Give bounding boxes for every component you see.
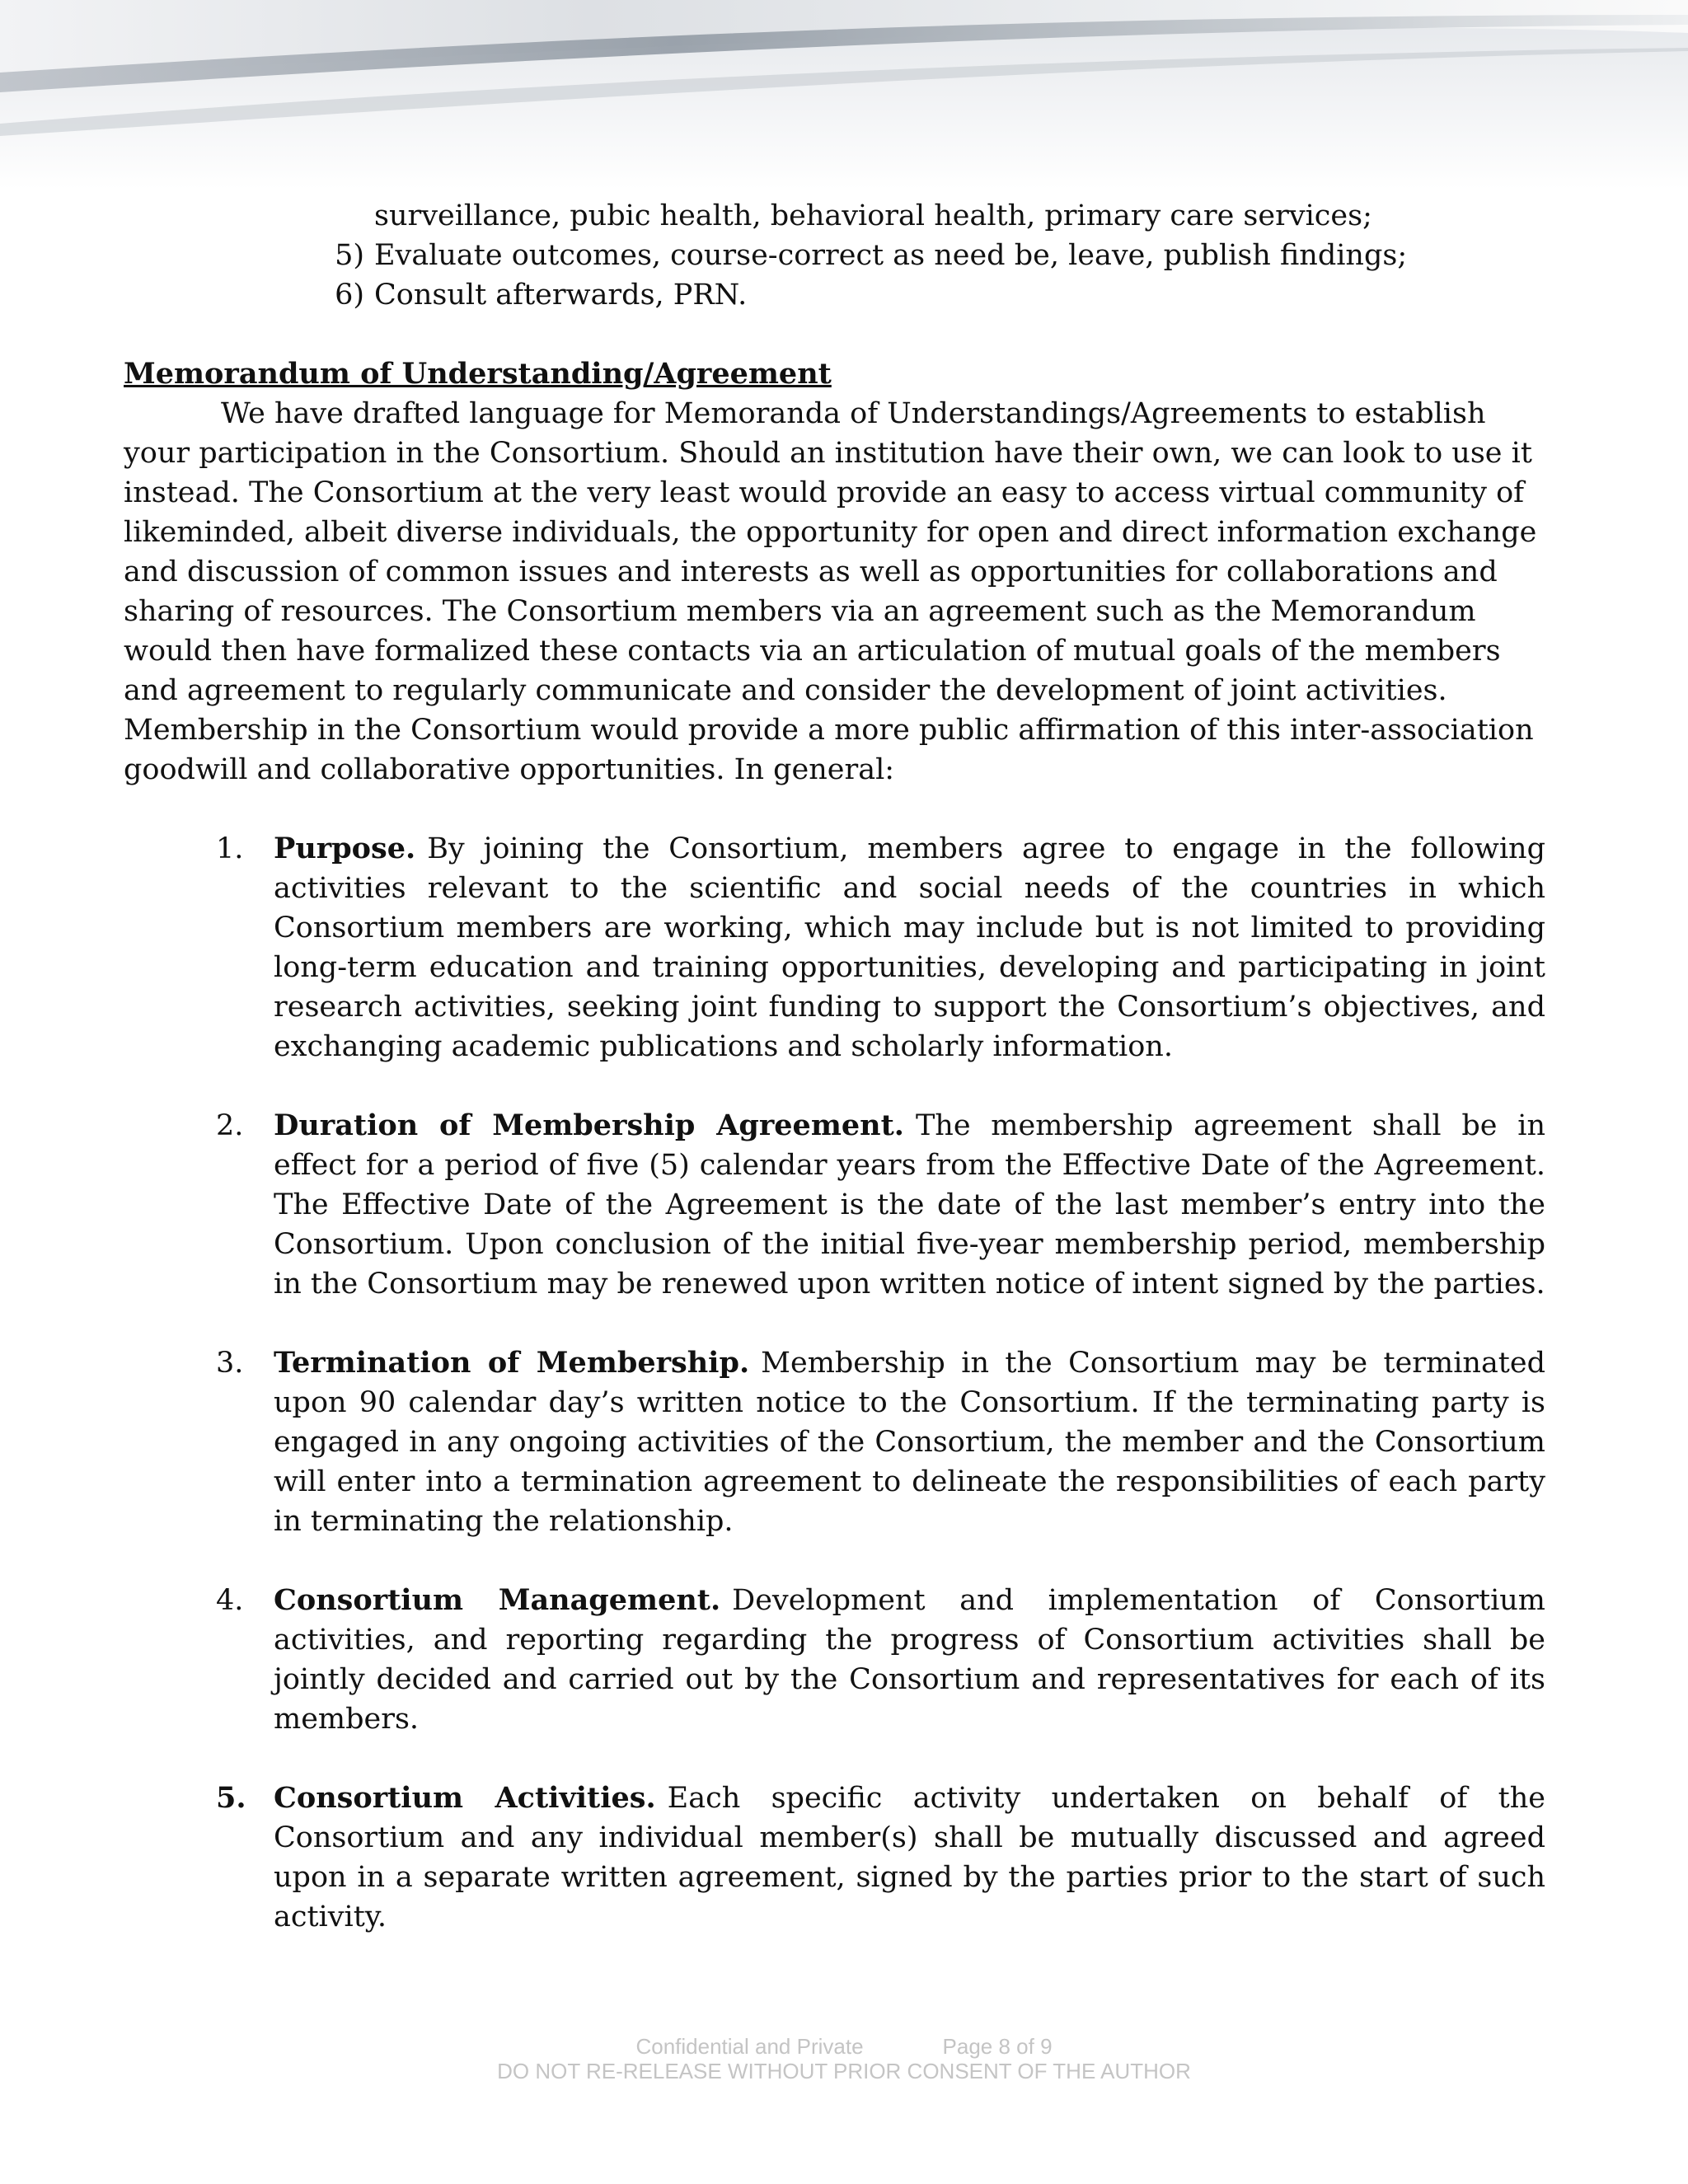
term-text: The membership agreement shall be in effect for a period of five (5) calendar years from the Effective Date of the Agreement. The Effective Date of the Agreement is the date of the last member’s entry into the Consortium. Upon conclusion of the initial five-year membership period, membership in the Consortium may be renewed upon written notice of intent signed by the parties. [274, 1109, 1545, 1301]
term-item-termination [216, 1343, 1545, 1541]
term-item-management [216, 1581, 1545, 1739]
term-number: 4. [216, 1584, 244, 1617]
footer-line [0, 2034, 1688, 2059]
footer-confidential: Confidential and Private [635, 2034, 864, 2059]
page-footer [0, 2034, 1688, 2083]
list-item [321, 275, 1545, 315]
term-item-duration [216, 1106, 1545, 1304]
term-body [274, 1581, 1545, 1739]
term-body [274, 1343, 1545, 1541]
term-title: Termination of Membership. [274, 1346, 750, 1380]
list-item [321, 236, 1545, 275]
term-title: Duration of Membership Agreement. [274, 1108, 904, 1142]
term-text: Membership in the Consortium may be terminated upon 90 calendar day’s written notice to the Consortium. If the terminating party is engaged in any ongoing activities of the Consortium, the member and the Consortium will enter into a termination agreement to delineate the responsibilities of each party in terminating the relationship. [274, 1347, 1545, 1538]
term-number: 1. [216, 832, 244, 865]
term-title: Purpose. [274, 832, 416, 865]
term-text: Each specific activity undertaken on behalf of the Consortium and any individual member(s) shall be mutually discussed and agreed upon in a separate written agreement, signed by the parties prior to the start of such activity. [274, 1782, 1545, 1933]
term-item-purpose [216, 829, 1545, 1066]
continuation-line: surveillance, pubic health, behavioral health, primary care services; [374, 199, 1372, 232]
list-item-text: Evaluate outcomes, course-correct as need be, leave, publish findings; [374, 239, 1408, 272]
list-item-number: 5) [335, 239, 364, 272]
term-text: Development and implementation of Consortium activities, and reporting regarding the progress of Consortium activities shall be jointly decided and carried out by the Consortium and representatives for each of its members. [274, 1584, 1545, 1736]
header-swoosh-graphic [0, 0, 1688, 190]
list-item-text: Consult afterwards, PRN. [374, 279, 748, 312]
term-body [274, 1106, 1545, 1304]
term-title: Consortium Management. [274, 1583, 721, 1617]
term-number: 2. [216, 1109, 244, 1142]
terms-list [124, 829, 1545, 1937]
footer-notice: DO NOT RE-RELEASE WITHOUT PRIOR CONSENT OF THE AUTHOR [497, 2059, 1191, 2083]
term-body [274, 1779, 1545, 1937]
term-title: Consortium Activities. [274, 1781, 656, 1815]
section-heading: Memorandum of Understanding/Agreement [124, 357, 832, 391]
continuation-list [321, 196, 1545, 315]
list-item-number: 6) [335, 279, 364, 312]
intro-paragraph: We have drafted language for Memoranda of Understandings/Agreements to establish your participation in the Consortium. Should an institution have their own, we can look to use it instead. The Consortium at the very least would provide an easy to access virtual community of likeminded, albeit diverse individuals, the opportunity for open and direct information exchange and discussion of common issues and interests as well as opportunities for collaborations and sharing of resources. The Consortium members via an agreement such as the Memorandum would then have formalized these contacts via an articulation of mutual goals of the members and agreement to regularly communicate and consider the development of joint activities. Membership in the Consortium would provide a more public affirmation of this inter-association goodwill and collaborative opportunities. In general: [124, 397, 1537, 786]
term-number: 5. [216, 1781, 246, 1815]
footer-page-number: Page 8 of 9 [942, 2034, 1053, 2059]
term-item-activities [216, 1779, 1545, 1937]
term-number: 3. [216, 1347, 244, 1380]
term-body [274, 829, 1545, 1066]
page-body [124, 196, 1545, 1976]
term-text: By joining the Consortium, members agree to engage in the following activities relevant to the scientific and social needs of the countries in which Consortium members are working, which may include but is not limited to providing long-term education and training opportunities, developing and participating in joint research activities, seeking joint funding to support the Consortium’s objectives, and exchanging academic publications and scholarly information. [274, 832, 1545, 1063]
